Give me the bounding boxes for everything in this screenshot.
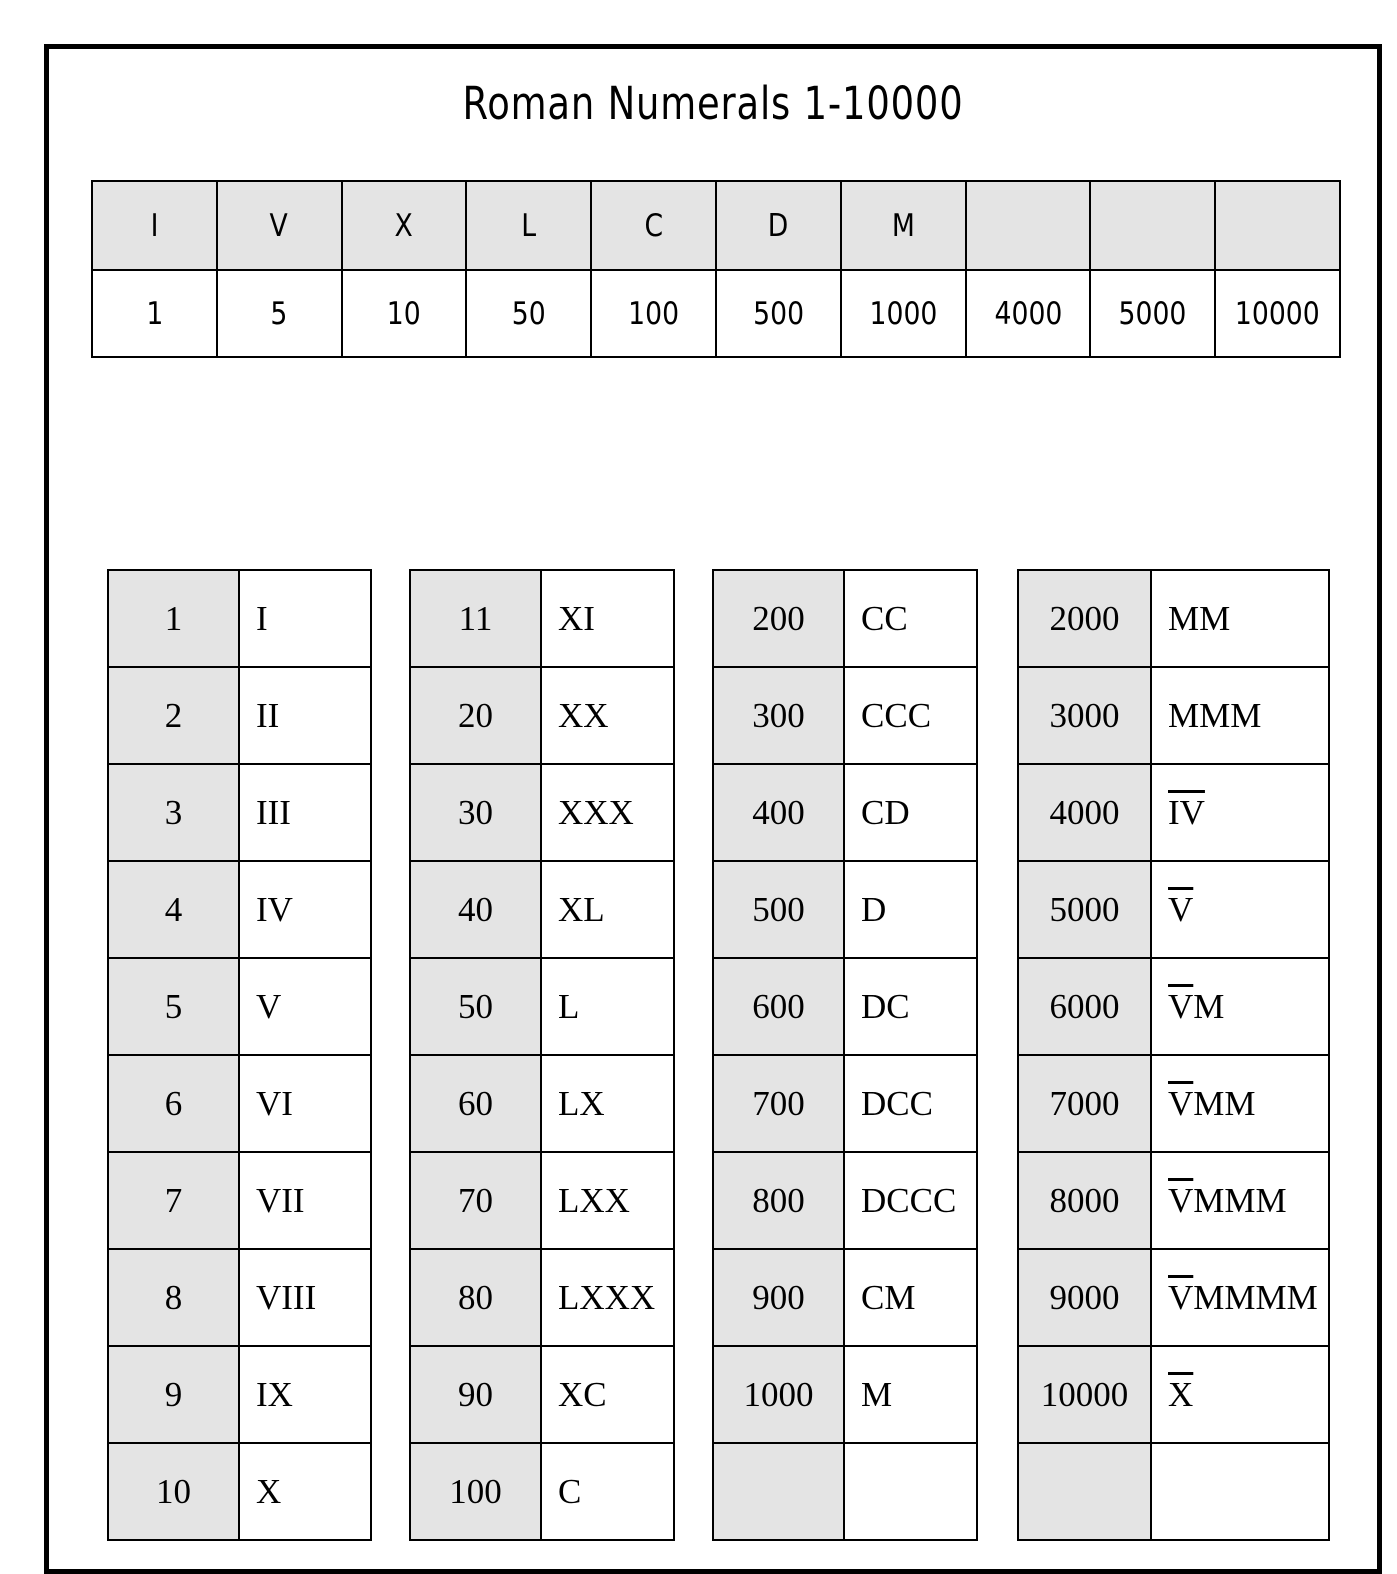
roman-numeral-cell (541, 1249, 674, 1346)
arabic-number-cell: 100 (410, 1443, 541, 1540)
roman-numeral-cell (541, 1152, 674, 1249)
table-row (410, 570, 674, 667)
arabic-number-cell: 3 (108, 764, 239, 861)
numerals-table-thousands (1017, 569, 1330, 1541)
legend-value-text: 10000 (1235, 295, 1320, 332)
plain-segment: VII (256, 1180, 305, 1220)
legend-symbol-cell (591, 181, 716, 270)
roman-numeral-cell (844, 764, 977, 861)
legend-value-cell (92, 270, 217, 357)
arabic-number-cell: 800 (713, 1152, 844, 1249)
plain-segment: MM (1168, 598, 1231, 638)
roman-numeral-cell (541, 861, 674, 958)
plain-segment: CCC (861, 695, 932, 735)
table-row (1018, 1346, 1329, 1443)
roman-numeral-cell (844, 1443, 977, 1540)
arabic-number-cell: 20 (410, 667, 541, 764)
plain-segment: CC (861, 598, 908, 638)
arabic-number-cell: 7 (108, 1152, 239, 1249)
plain-segment: XL (558, 889, 605, 929)
arabic-number-cell: 90 (410, 1346, 541, 1443)
table-row (410, 958, 674, 1055)
overline-segment: $\overline{X}$ (1168, 1374, 1194, 1414)
roman-numeral-cell (1151, 764, 1329, 861)
roman-numeral-cell (239, 1249, 371, 1346)
table-row (108, 1152, 371, 1249)
arabic-number-cell: 8 (108, 1249, 239, 1346)
roman-numeral-cell (541, 1443, 674, 1540)
arabic-number-cell: 300 (713, 667, 844, 764)
roman-numeral-cell (239, 1152, 371, 1249)
arabic-number-cell: 9 (108, 1346, 239, 1443)
roman-numeral-cell (844, 667, 977, 764)
table-row (713, 667, 977, 764)
roman-numeral-cell (1151, 1346, 1329, 1443)
arabic-number-cell: 9000 (1018, 1249, 1151, 1346)
plain-segment: MM (1193, 1083, 1256, 1123)
roman-numeral-cell (1151, 570, 1329, 667)
legend-value-cell (966, 270, 1091, 357)
arabic-number-cell: 200 (713, 570, 844, 667)
table-row (108, 667, 371, 764)
numerals-table-body (108, 570, 371, 1540)
plain-segment: X (256, 1471, 282, 1511)
legend-value-text: 1000 (869, 295, 938, 332)
roman-numeral-cell (541, 1346, 674, 1443)
roman-numeral-cell (239, 667, 371, 764)
table-row (1018, 764, 1329, 861)
legend-value-cell (591, 270, 716, 357)
plain-segment: L (558, 986, 580, 1026)
arabic-number-cell: 400 (713, 764, 844, 861)
table-row (410, 861, 674, 958)
arabic-number-cell: 40 (410, 861, 541, 958)
legend-symbol-cell (716, 181, 841, 270)
roman-numeral-cell (541, 764, 674, 861)
table-row (410, 1249, 674, 1346)
overline-segment: $\overline{V}$ (1168, 889, 1194, 929)
roman-numeral-cell (541, 570, 674, 667)
plain-segment: M (1193, 986, 1225, 1026)
overline-segment: $\overline{IV}$ (1168, 792, 1205, 832)
legend-value-cell (1090, 270, 1215, 357)
arabic-number-cell: 700 (713, 1055, 844, 1152)
arabic-number-cell: 2000 (1018, 570, 1151, 667)
plain-segment: LXX (558, 1180, 630, 1220)
plain-segment: CM (861, 1277, 916, 1317)
plain-segment: MMMM (1193, 1277, 1318, 1317)
roman-numeral-cell (1151, 1152, 1329, 1249)
legend-symbol-text: M (891, 207, 915, 244)
roman-numeral-cell (844, 570, 977, 667)
table-row (1018, 667, 1329, 764)
arabic-number-cell: 10000 (1018, 1346, 1151, 1443)
overline-segment: $\overline{V}$ (1168, 1083, 1194, 1123)
arabic-number-cell: 50 (410, 958, 541, 1055)
roman-numeral-cell (844, 958, 977, 1055)
plain-segment: LX (558, 1083, 605, 1123)
table-row (713, 1443, 977, 1540)
plain-segment: VIII (256, 1277, 317, 1317)
arabic-number-cell: 4000 (1018, 764, 1151, 861)
numerals-table-body (1018, 570, 1329, 1540)
arabic-number-cell: 6 (108, 1055, 239, 1152)
plain-segment: II (256, 695, 280, 735)
numerals-table-tens (409, 569, 675, 1541)
table-row (713, 861, 977, 958)
plain-segment: DCC (861, 1083, 933, 1123)
numerals-table-body (713, 570, 977, 1540)
table-row (108, 1346, 371, 1443)
table-row (713, 958, 977, 1055)
table-row (713, 1055, 977, 1152)
table-row (108, 1249, 371, 1346)
roman-numeral-cell (239, 570, 371, 667)
legend-value-cell (716, 270, 841, 357)
legend-symbol-cell (92, 181, 217, 270)
roman-numeral-cell (239, 1443, 371, 1540)
table-row (410, 1443, 674, 1540)
overline-segment: $\overline{V}$ (1168, 986, 1194, 1026)
table-row (108, 1443, 371, 1540)
page-title: Roman Numerals 1-10000 (462, 77, 964, 130)
legend-value-cell (217, 270, 342, 357)
arabic-number-cell (713, 1443, 844, 1540)
legend-value-row (92, 270, 1340, 357)
table-row (410, 1346, 674, 1443)
legend-value-text: 1 (145, 295, 163, 332)
plain-segment: XX (558, 695, 609, 735)
page-frame (44, 44, 1382, 1574)
roman-numeral-cell (844, 1152, 977, 1249)
table-row (108, 861, 371, 958)
roman-numeral-cell (239, 958, 371, 1055)
plain-segment: DC (861, 986, 910, 1026)
roman-numeral-cell (844, 1055, 977, 1152)
roman-numeral-cell (1151, 1249, 1329, 1346)
roman-numeral-cell (1151, 861, 1329, 958)
roman-numeral-cell (844, 861, 977, 958)
arabic-number-cell: 900 (713, 1249, 844, 1346)
arabic-number-cell: 10 (108, 1443, 239, 1540)
overline-segment: $\overline{V}$ (1168, 1180, 1194, 1220)
plain-segment: MMM (1193, 1180, 1287, 1220)
plain-segment: C (558, 1471, 582, 1511)
roman-numeral-cell (1151, 667, 1329, 764)
legend-symbol-text: L (521, 207, 537, 244)
roman-numeral-cell (239, 861, 371, 958)
legend-value-cell (1215, 270, 1340, 357)
arabic-number-cell: 6000 (1018, 958, 1151, 1055)
table-row (713, 764, 977, 861)
table-row (1018, 1055, 1329, 1152)
table-row (713, 1152, 977, 1249)
table-row (713, 1249, 977, 1346)
roman-numeral-cell (1151, 958, 1329, 1055)
plain-segment: III (256, 792, 291, 832)
table-row (713, 1346, 977, 1443)
legend-symbol-text: V (269, 207, 289, 244)
legend-table (91, 180, 1341, 358)
numerals-table-body (410, 570, 674, 1540)
plain-segment: M (861, 1374, 893, 1414)
plain-segment: IX (256, 1374, 293, 1414)
arabic-number-cell: 70 (410, 1152, 541, 1249)
legend-symbol-text: D (767, 207, 789, 244)
overline-segment: $\overline{V}$ (1168, 1277, 1194, 1317)
table-row (713, 570, 977, 667)
arabic-number-cell: 5000 (1018, 861, 1151, 958)
table-row (108, 958, 371, 1055)
legend-symbol-cell (466, 181, 591, 270)
arabic-number-cell: 5 (108, 958, 239, 1055)
legend-value-text: 50 (511, 295, 546, 332)
arabic-number-cell: 30 (410, 764, 541, 861)
arabic-number-cell: 11 (410, 570, 541, 667)
table-row (1018, 1249, 1329, 1346)
plain-segment: XI (558, 598, 595, 638)
legend-value-text: 5000 (1118, 295, 1187, 332)
legend-symbol-text: C (644, 207, 664, 244)
plain-segment: XC (558, 1374, 607, 1414)
legend-value-text: 4000 (994, 295, 1062, 332)
table-row (410, 667, 674, 764)
roman-numeral-cell (239, 1055, 371, 1152)
table-row (108, 570, 371, 667)
arabic-number-cell: 1000 (713, 1346, 844, 1443)
legend-value-cell (466, 270, 591, 357)
legend-value-text: 100 (628, 295, 680, 332)
arabic-number-cell: 8000 (1018, 1152, 1151, 1249)
table-row (410, 1152, 674, 1249)
legend-value-cell (841, 270, 966, 357)
arabic-number-cell: 2 (108, 667, 239, 764)
table-row (108, 1055, 371, 1152)
plain-segment: CD (861, 792, 910, 832)
table-row (1018, 1443, 1329, 1540)
roman-numeral-cell (239, 1346, 371, 1443)
roman-numeral-cell (844, 1249, 977, 1346)
arabic-number-cell: 7000 (1018, 1055, 1151, 1152)
plain-segment: IV (256, 889, 293, 929)
roman-numeral-cell (541, 1055, 674, 1152)
roman-numeral-cell (844, 1346, 977, 1443)
table-row (108, 764, 371, 861)
legend-symbol-cell (841, 181, 966, 270)
arabic-number-cell: 3000 (1018, 667, 1151, 764)
arabic-number-cell: 4 (108, 861, 239, 958)
roman-numeral-cell (239, 764, 371, 861)
table-row (1018, 861, 1329, 958)
legend-symbol-cell (966, 181, 1091, 270)
plain-segment: D (861, 889, 887, 929)
legend-symbol-text: I (150, 207, 159, 244)
arabic-number-cell (1018, 1443, 1151, 1540)
roman-numeral-cell (541, 667, 674, 764)
legend-value-cell (342, 270, 467, 357)
numerals-table-units (107, 569, 372, 1541)
legend-value-text: 5 (270, 295, 288, 332)
legend-symbol-cell (217, 181, 342, 270)
plain-segment: XXX (558, 792, 634, 832)
table-row (410, 1055, 674, 1152)
arabic-number-cell: 600 (713, 958, 844, 1055)
roman-numeral-cell (1151, 1055, 1329, 1152)
arabic-number-cell: 60 (410, 1055, 541, 1152)
plain-segment: V (256, 986, 282, 1026)
arabic-number-cell: 1 (108, 570, 239, 667)
legend-symbol-cell (342, 181, 467, 270)
roman-numeral-cell (1151, 1443, 1329, 1540)
plain-segment: I (256, 598, 268, 638)
plain-segment: MMM (1168, 695, 1262, 735)
arabic-number-cell: 80 (410, 1249, 541, 1346)
plain-segment: VI (256, 1083, 293, 1123)
table-row (1018, 1152, 1329, 1249)
table-row (1018, 570, 1329, 667)
table-row (1018, 958, 1329, 1055)
legend-symbol-cell (1215, 181, 1340, 270)
legend-value-text: 10 (387, 295, 421, 332)
plain-segment: LXXX (558, 1277, 656, 1317)
legend-symbol-row (92, 181, 1340, 270)
table-row (410, 764, 674, 861)
arabic-number-cell: 500 (713, 861, 844, 958)
legend-symbol-text: X (394, 207, 414, 244)
plain-segment: DCCC (861, 1180, 957, 1220)
legend-value-text: 500 (752, 295, 804, 332)
roman-numeral-cell (541, 958, 674, 1055)
legend-symbol-cell (1090, 181, 1215, 270)
numerals-table-hundreds (712, 569, 978, 1541)
